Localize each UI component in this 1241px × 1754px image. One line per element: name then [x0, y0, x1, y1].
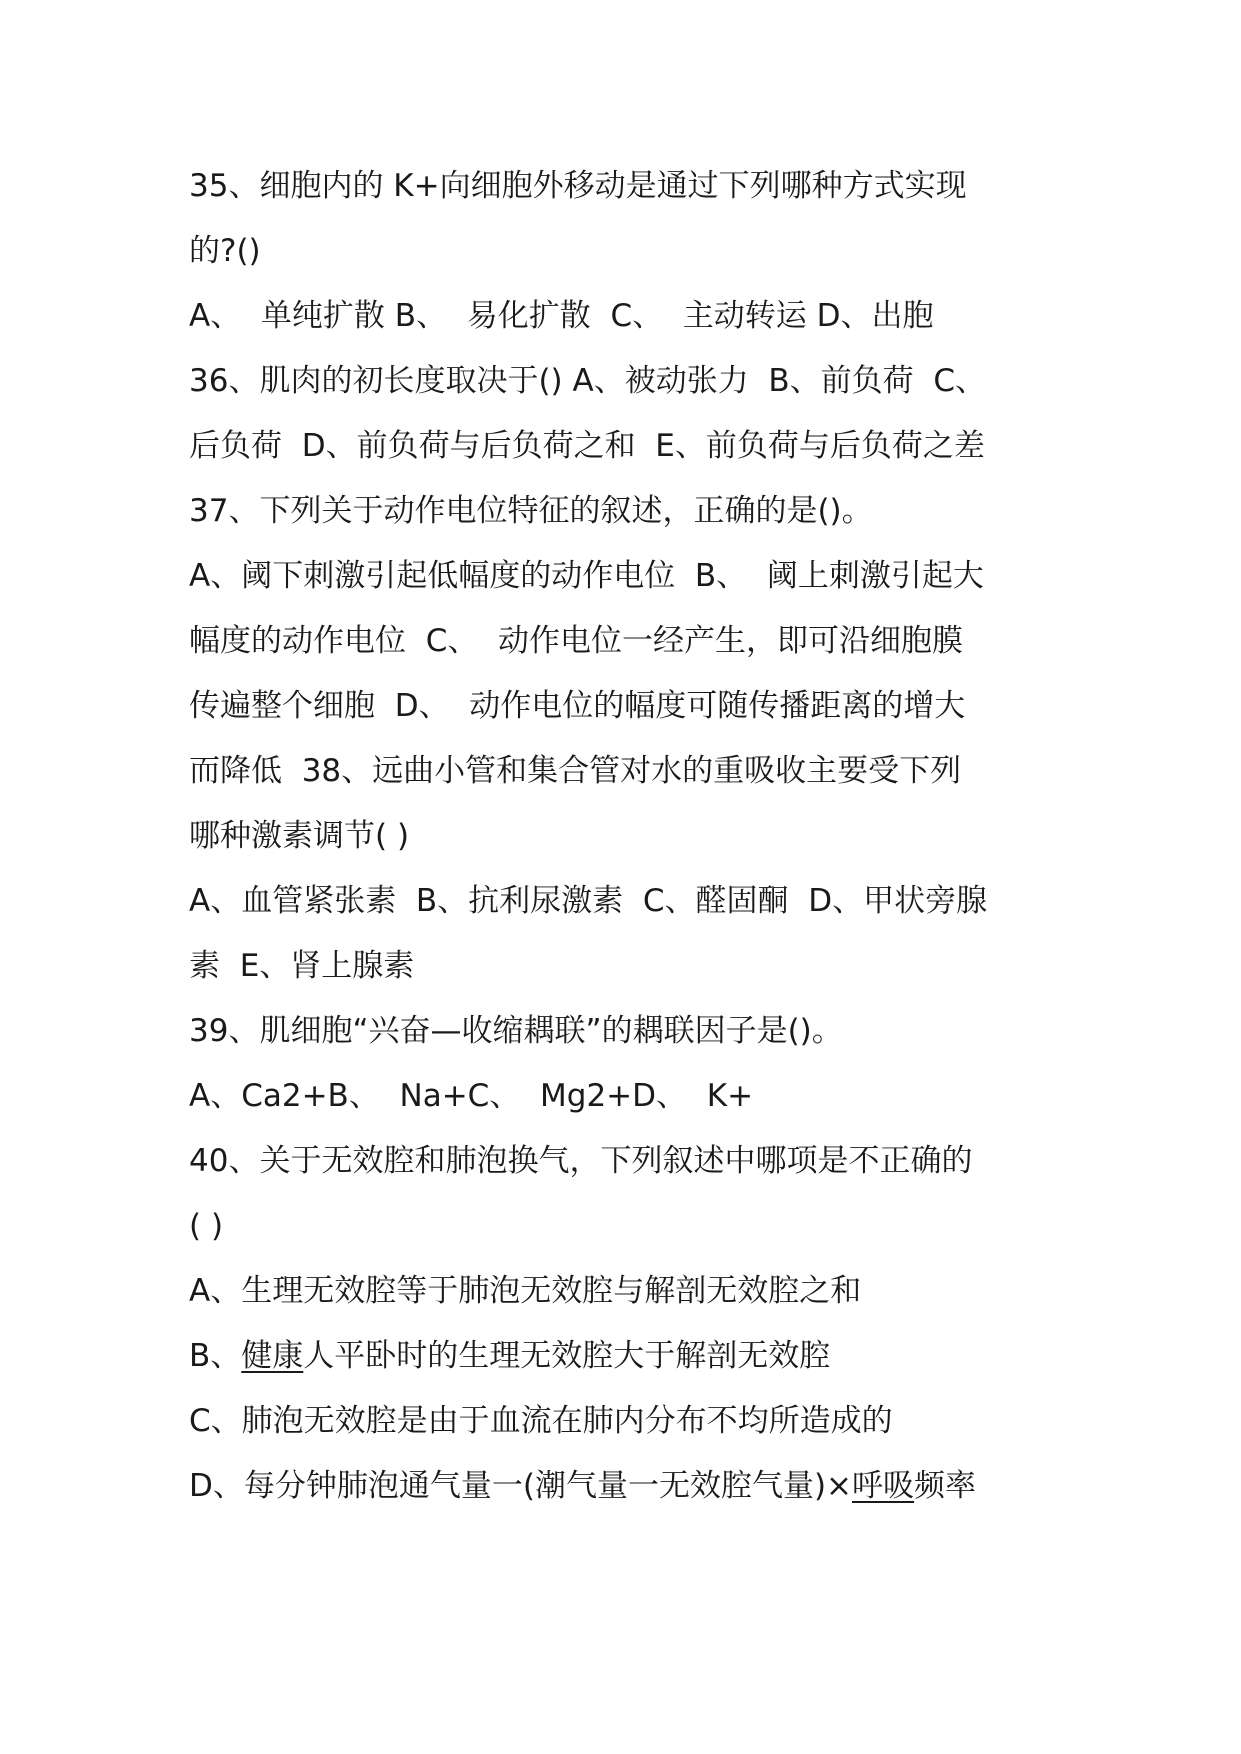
text-line-q36-b: 后负荷 D、前负荷与后负荷之和 E、前负荷与后负荷之差 [189, 428, 985, 464]
question-text-block [189, 154, 1069, 1519]
text-line-q40-a: 40、关于无效腔和肺泡换气，下列叙述中哪项是不正确的 [189, 1143, 973, 1179]
text-line-q38-options: A、血管紧张素 B、抗利尿激素 C、醛固酮 D、甲状旁腺 [189, 883, 988, 919]
text-line-q37-option-b: 幅度的动作电位 C、 动作电位一经产生，即可沿细胞膜 [189, 623, 964, 659]
text-line-q38-a: 而降低 38、远曲小管和集合管对水的重吸收主要受下列 [189, 753, 962, 789]
text-line-q39-options: A、Ca2+B、 Na+C、 Mg2+D、 K+ [189, 1078, 754, 1114]
option-d-prefix: D、每分钟肺泡通气量一(潮气量一无效腔气量)× [189, 1468, 853, 1504]
option-b-prefix: B、 [189, 1338, 242, 1374]
text-line-q40-option-c: C、肺泡无效腔是由于血流在肺内分布不均所造成的 [189, 1403, 893, 1439]
text-line-q40-b: ( ) [189, 1208, 224, 1244]
text-line-q40-option-b [189, 1324, 1069, 1389]
underlined-word-huxi: 呼吸 [852, 1468, 915, 1504]
text-line-q37-option-a: A、阈下刺激引起低幅度的动作电位 B、 阈上刺激引起大 [189, 558, 984, 594]
text-line-q39: 39、肌细胞“兴奋—收缩耦联”的耦联因子是()。 [189, 1013, 843, 1049]
text-line-q40-option-a: A、生理无效腔等于肺泡无效腔与解剖无效腔之和 [189, 1273, 862, 1309]
text-line-q36-a: 36、肌肉的初长度取决于() A、被动张力 B、前负荷 C、 [189, 363, 987, 399]
text-line-q38-b: 哪种激素调节( ) [189, 818, 410, 854]
text-line-q35-options: A、 单纯扩散 B、 易化扩散 C、 主动转运 D、出胞 [189, 298, 934, 334]
text-line-q40-option-d [189, 1454, 1069, 1519]
underlined-word-jiankang: 健康 [241, 1338, 304, 1374]
text-line-q38-options-cont: 素 E、肾上腺素 [189, 948, 415, 984]
option-b-suffix: 人平卧时的生理无效腔大于解剖无效腔 [303, 1338, 831, 1374]
text-line-q35-b: 的?() [189, 233, 261, 269]
text-line-q37: 37、下列关于动作电位特征的叙述，正确的是()。 [189, 493, 873, 529]
text-line-q37-option-c: 传遍整个细胞 D、 动作电位的幅度可随传播距离的增大 [189, 688, 966, 724]
option-d-suffix: 频率 [914, 1468, 977, 1504]
text-line-q35-a: 35、细胞内的 K+向细胞外移动是通过下列哪种方式实现 [189, 168, 967, 204]
